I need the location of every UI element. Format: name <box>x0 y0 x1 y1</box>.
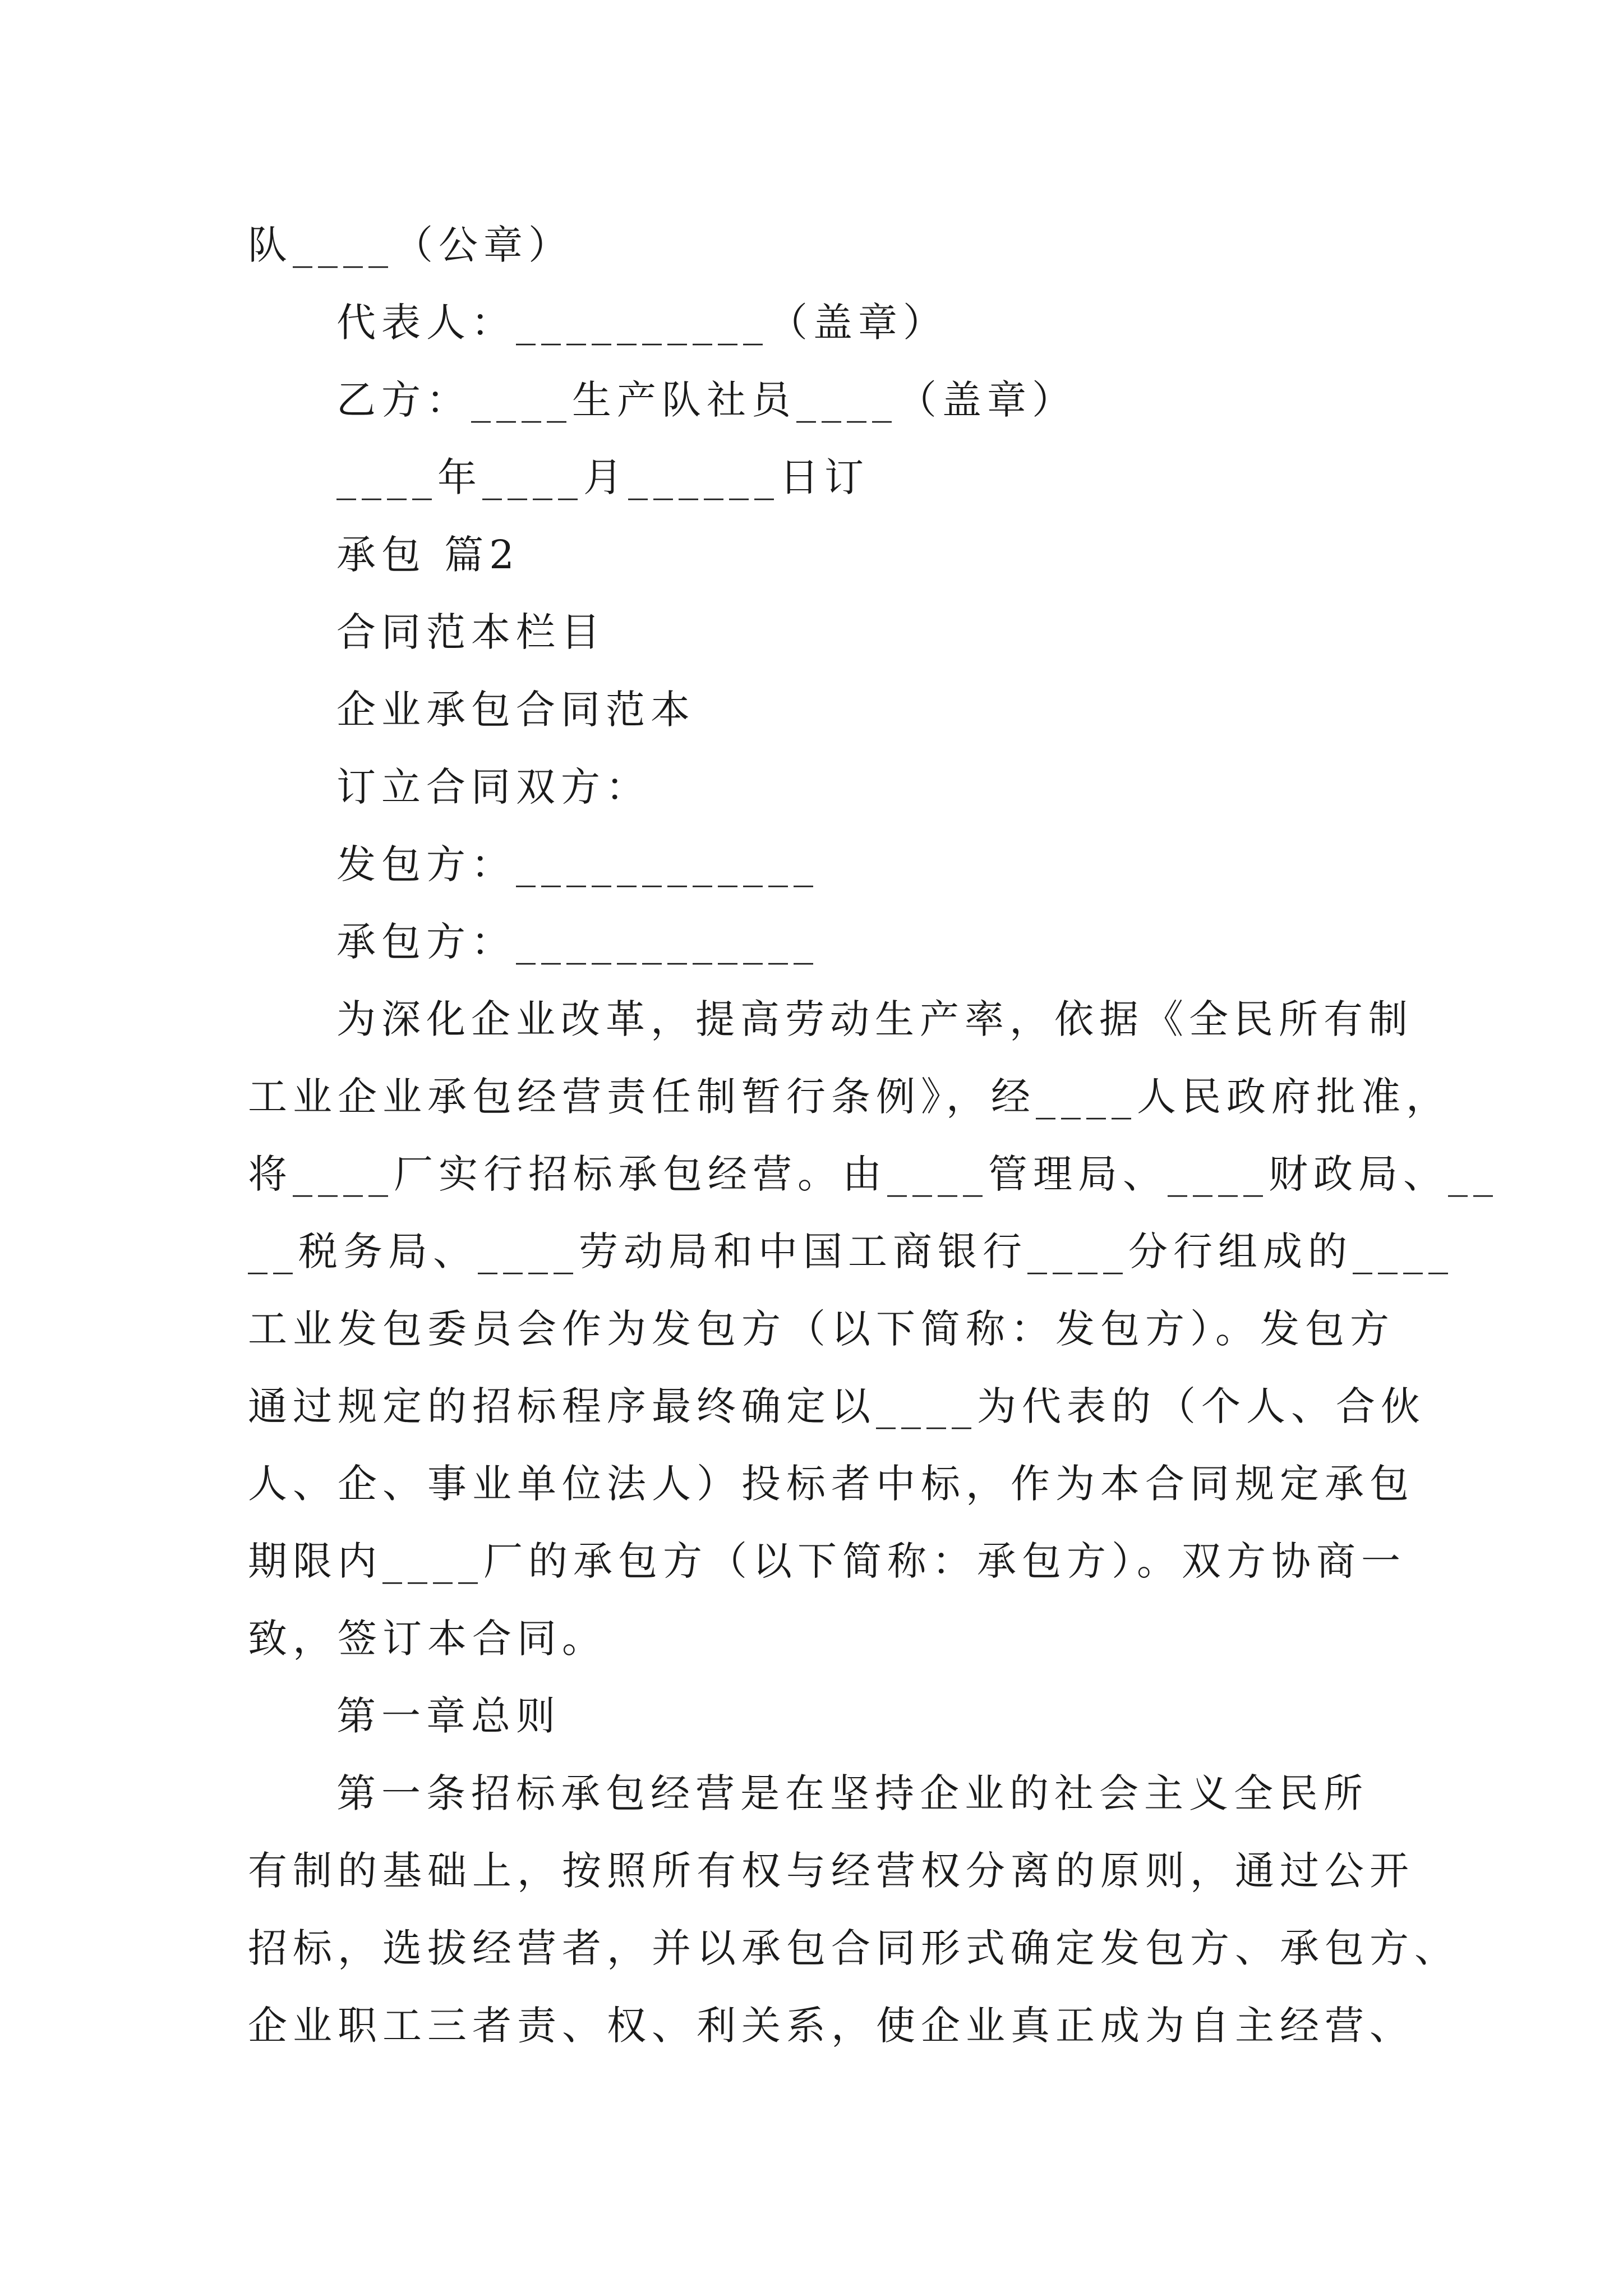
document-title: 企业承包合同范本 <box>336 687 695 733</box>
paragraph-line: 致，签订本合同。 <box>248 1616 607 1662</box>
section-heading: 承包 篇2 <box>336 532 520 578</box>
paragraph-line: 有制的基础上，按照所有权与经营权分离的原则，通过公开 <box>248 1848 1414 1894</box>
contractor-receiver-line: 承包方：____________ <box>336 919 819 965</box>
text-line: 队____（公章） <box>248 222 573 268</box>
paragraph-line: 招标，选拔经营者，并以承包合同形式确定发包方、承包方、 <box>248 1925 1459 1971</box>
paragraph-line: 将____厂实行招标承包经营。由____管理局、____财政局、__ <box>248 1151 1498 1197</box>
paragraph-line: 工业发包委员会作为发包方（以下简称：发包方）。发包方 <box>248 1306 1395 1352</box>
paragraph-line: 期限内____厂的承包方（以下简称：承包方）。双方协商一 <box>248 1538 1406 1584</box>
contractor-issuer-line: 发包方：____________ <box>336 841 819 887</box>
paragraph-line: 通过规定的招标程序最终确定以____为代表的（个人、合伙 <box>248 1383 1426 1429</box>
chapter-heading: 第一章总则 <box>336 1693 561 1739</box>
text-line: 代表人：__________（盖章） <box>336 300 948 346</box>
text-line: 乙方：____生产队社员____（盖章） <box>336 377 1077 423</box>
paragraph-line: 第一条招标承包经营是在坚持企业的社会主义全民所 <box>336 1770 1368 1816</box>
text-line: 合同范本栏目 <box>336 609 606 655</box>
paragraph-line: 人、企、事业单位法人）投标者中标，作为本合同规定承包 <box>248 1461 1414 1507</box>
text-line: 订立合同双方： <box>336 764 651 810</box>
paragraph-line: 企业职工三者责、权、利关系，使企业真正成为自主经营、 <box>248 2003 1414 2049</box>
paragraph-line: 为深化企业改革，提高劳动生产率，依据《全民所有制 <box>336 996 1413 1042</box>
paragraph-line: 工业企业承包经营责任制暂行条例》，经____人民政府批准， <box>248 1074 1451 1120</box>
text-line: ____年____月______日订 <box>336 454 869 500</box>
document-body <box>248 206 1498 2064</box>
paragraph-line: __税务局、____劳动局和中国工商银行____分行组成的____ <box>248 1228 1454 1274</box>
